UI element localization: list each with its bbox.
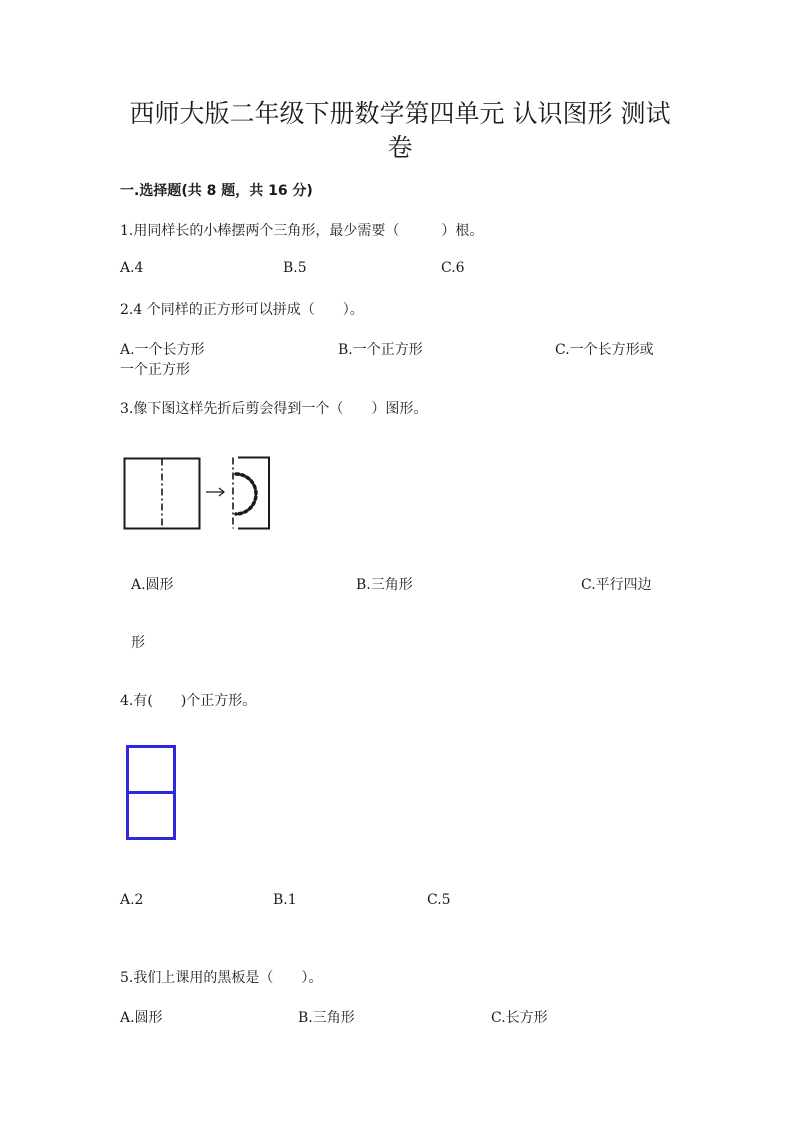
question-3-option-b: B.三角形 xyxy=(356,577,413,593)
question-4-option-c: C.5 xyxy=(427,892,451,908)
question-4-option-b: B.1 xyxy=(273,892,297,908)
question-1-option-a: A.4 xyxy=(120,260,144,276)
page-title-continued: 卷 xyxy=(387,133,413,162)
question-5-text: 5.我们上课用的黑板是（ ）。 xyxy=(120,970,323,986)
question-3-text: 3.像下图这样先折后剪会得到一个（ ）图形。 xyxy=(120,401,428,417)
section-heading: 一.选择题(共 8 题，共 16 分) xyxy=(120,183,313,199)
question-3-option-c-continued: 形 xyxy=(131,635,145,651)
question-3-option-a: A.圆形 xyxy=(131,577,174,593)
question-5-option-c: C.长方形 xyxy=(491,1010,548,1026)
question-2-text: 2.4 个同样的正方形可以拼成（ ）。 xyxy=(120,302,364,318)
question-2-option-c-continued: 一个正方形 xyxy=(120,362,190,378)
question-5-option-b: B.三角形 xyxy=(298,1010,355,1026)
question-1-option-c: C.6 xyxy=(441,260,465,276)
stacked-squares-figure xyxy=(124,744,180,842)
page-title: 西师大版二年级下册数学第四单元 认识图形 测试 xyxy=(129,99,671,128)
question-1-text: 1.用同样长的小棒摆两个三角形，最少需要（ ）根。 xyxy=(120,223,484,239)
question-3-option-c: C.平行四边 xyxy=(581,577,652,593)
question-4-text: 4.有( )个正方形。 xyxy=(120,693,257,709)
question-4-option-a: A.2 xyxy=(120,892,144,908)
question-2-option-a: A.一个长方形 xyxy=(120,342,205,358)
question-2-option-b: B.一个正方形 xyxy=(338,342,423,358)
fold-cut-diagram xyxy=(120,452,275,534)
question-1-option-b: B.5 xyxy=(283,260,307,276)
question-2-option-c: C.一个长方形或 xyxy=(555,342,654,358)
question-5-option-a: A.圆形 xyxy=(120,1010,163,1026)
